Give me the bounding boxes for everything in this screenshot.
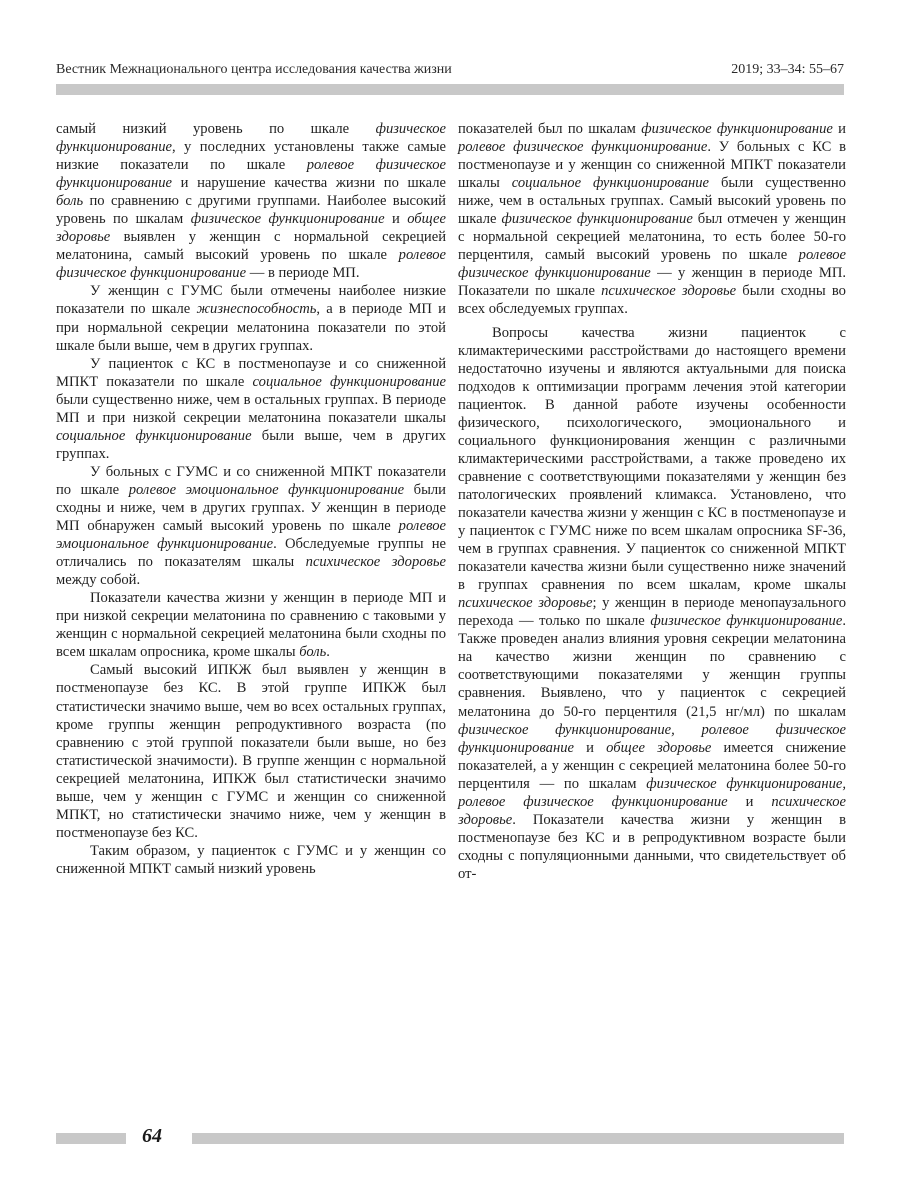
page-number: 64	[142, 1125, 162, 1147]
text-run: Вопросы качества жизни пациенток с климактерическими расстройствами до настоящего времени недостаточно изучены и являются актуальными для поиска подходов к оптимизации программ лечения этой категории пациенток. В данной работе изучены особенности физического, психологического, эмоционального и социального функционирования женщин с различными климактерическими расстройствами, а также проведено их сравнение с соответствующими показателями у женщин без патологических проявлений климакса. Установлено, что показатели качества жизни у женщин с КС в постменопаузе и у пациенток с ГУМС ниже по всем шкалам опросника SF-36, чем в группах сравнения. У пациенток со сниженной МПКТ показатели качества жизни были существенно ниже значений в группах сравнения по всем шкалам, кроме шкалы	[458, 324, 846, 594]
italic-term: физическое функционирование	[650, 613, 843, 630]
text-run: и	[574, 739, 607, 756]
text-run: . У больных с КС в постменопаузе и у женщин со сниженной МПКТ показатели шкалы	[458, 139, 847, 192]
text-run: были выше, чем в других группах.	[56, 427, 446, 462]
text-run: по сравнению с другими группами. Наиболее высокий уровень по шкалам	[56, 193, 446, 228]
italic-term: физическое функционирование, ролевое физическое функционирование	[458, 775, 847, 810]
text-run: показателей был по шкалам	[458, 121, 642, 137]
text-run: и	[727, 793, 772, 810]
italic-term: психическое здоровье	[305, 554, 446, 571]
italic-term: физическое функционирование, ролевое физическое функционирование	[458, 721, 846, 756]
paragraph	[56, 842, 446, 878]
text-run: и	[832, 121, 846, 137]
paragraph	[56, 463, 446, 589]
text-run: Самый высокий ИПКЖ был выявлен у женщин в постменопаузе без КС. В этой группе ИПКЖ был статистически значимо выше, чем во всех остальных группах, кроме группы женщин репродуктивного возраста (по сравнению с этой группой показатели были выше, но без статистической значимости). В группе женщин с нормальной секрецией мелатонина, ИПКЖ был статистически значимо выше, чем у женщин с ГУМС и женщин со сниженной МПКТ, но статистически значимо ниже, чем у женщин в постменопаузе без КС.	[56, 662, 446, 841]
left-column	[56, 120, 446, 878]
text-run: .	[326, 644, 330, 661]
italic-term: ролевое эмоциональное функционирование	[56, 518, 446, 553]
text-run: были существенно ниже, чем в остальных группах. Самый высокий уровень по шкале	[458, 175, 846, 228]
text-run: Таким образом, у пациенток с ГУМС и у женщин со сниженной МПКТ самый низкий уровень	[56, 842, 446, 877]
italic-term: социальное функционирование	[56, 427, 252, 444]
italic-term: боль	[299, 644, 327, 661]
italic-term: общее здоровье	[56, 211, 446, 246]
header-rule	[56, 84, 844, 95]
text-run: — в периоде МП.	[246, 265, 360, 282]
text-run: выявлен у женщин с нормальной секрецией мелатонина, самый высокий уровень по шкале	[56, 229, 446, 264]
italic-term: ролевое эмоциональное функционирование	[128, 481, 405, 498]
text-run: . Также проведен анализ влияния уровня секреции мелатонина на качество жизни женщин по сравнению с соответствующими показателями у женщин группы сравнения. Выявлено, что у пациенток с секрецией мелатонина до 50-го перцентиля (21,5 нг/мл) по шкалам	[458, 613, 846, 720]
text-run: и	[384, 211, 408, 228]
text-run: ; у женщин в периоде менопаузального перехода — только по шкале	[458, 595, 846, 630]
text-run: У пациенток с КС в постменопаузе и со сниженной МПКТ показатели по шкале	[56, 355, 446, 390]
footer-rule-right	[192, 1133, 844, 1144]
text-run: были сходны во всех обследуемых группах.	[458, 283, 846, 318]
italic-term: жизнеспособность	[196, 301, 317, 318]
paragraph	[458, 120, 846, 319]
journal-title: Вестник Межнационального центра исследования качества жизни	[56, 62, 452, 77]
text-run: самый низкий уровень по шкале	[56, 121, 376, 137]
italic-term: социальное функционирование	[511, 175, 710, 192]
italic-term: физическое функционирование	[641, 121, 833, 137]
text-run: — у женщин в периоде МП. Показатели по шкале	[458, 265, 847, 300]
italic-term: социальное функционирование	[252, 373, 446, 390]
italic-term: физическое функционирование	[56, 121, 446, 156]
italic-term: ролевое физическое функционирование	[458, 247, 846, 282]
italic-term: психическое здоровье	[458, 595, 593, 612]
italic-term: ролевое физическое функционирование	[56, 247, 446, 282]
paragraph	[56, 661, 446, 841]
paragraph	[56, 120, 446, 282]
text-run: были существенно ниже, чем в остальных группах. В периоде МП и при низкой секреции мелатонина показатели шкалы	[56, 391, 446, 426]
text-run: , а в периоде МП и при нормальной секреции мелатонина показатели по этой шкале были выше, чем в других группах.	[56, 301, 446, 354]
issue-reference: 2019; 33–34: 55–67	[731, 62, 844, 77]
text-run: Показатели качества жизни у женщин в периоде МП и при низкой секреции мелатонина по сравнению с таковыми у женщин с нормальной секрецией мелатонина были сходны по всем шкалам опросника, кроме шкалы	[56, 590, 446, 661]
italic-term: боль	[56, 193, 84, 210]
paragraph	[56, 282, 446, 354]
text-run: был отмечен у женщин с нормальной секрецией мелатонина, то есть более 50-го перцентиля, самый высокий уровень по шкале	[458, 211, 846, 264]
paragraph	[56, 589, 446, 661]
italic-term: ролевое физическое функционирование	[56, 157, 446, 192]
paragraph	[56, 355, 446, 463]
text-run: имеется снижение показателей, а у женщин с секрецией мелатонина более 50-го перцентиля — по шкалам	[458, 739, 847, 792]
italic-term: физическое функционирование	[190, 211, 385, 228]
italic-term: физическое функционирование	[501, 211, 693, 228]
italic-term: ролевое физическое функционирование	[458, 139, 708, 156]
right-column	[458, 120, 846, 883]
text-run: между собой.	[56, 572, 141, 589]
text-run: У женщин с ГУМС были отмечены наиболее низкие показатели по шкале	[56, 283, 446, 318]
text-run: и нарушение качества жизни по шкале	[172, 175, 446, 192]
running-header	[56, 60, 844, 82]
text-run: , у последних установлены также самые низкие показатели по шкале	[56, 139, 446, 174]
italic-term: психическое здоровье	[458, 793, 846, 828]
text-run: были сходны и ниже, чем в других группах. У женщин в периоде МП обнаружен самый высокий уровень по шкале	[56, 481, 446, 535]
text-run: У больных с ГУМС и со сниженной МПКТ показатели по шкале	[56, 463, 446, 498]
footer-rule-left	[56, 1133, 126, 1144]
italic-term: психическое здоровье	[601, 283, 737, 300]
paragraph	[458, 324, 846, 883]
text-run: . Обследуемые группы не отличались по показателям шкалы	[56, 536, 446, 571]
text-run: . Показатели качества жизни у женщин в постменопаузе без КС и в репродуктивном возрасте были сходны с популяционными данными, что свидетельствует об от-	[458, 811, 846, 882]
italic-term: общее здоровье	[606, 739, 712, 756]
